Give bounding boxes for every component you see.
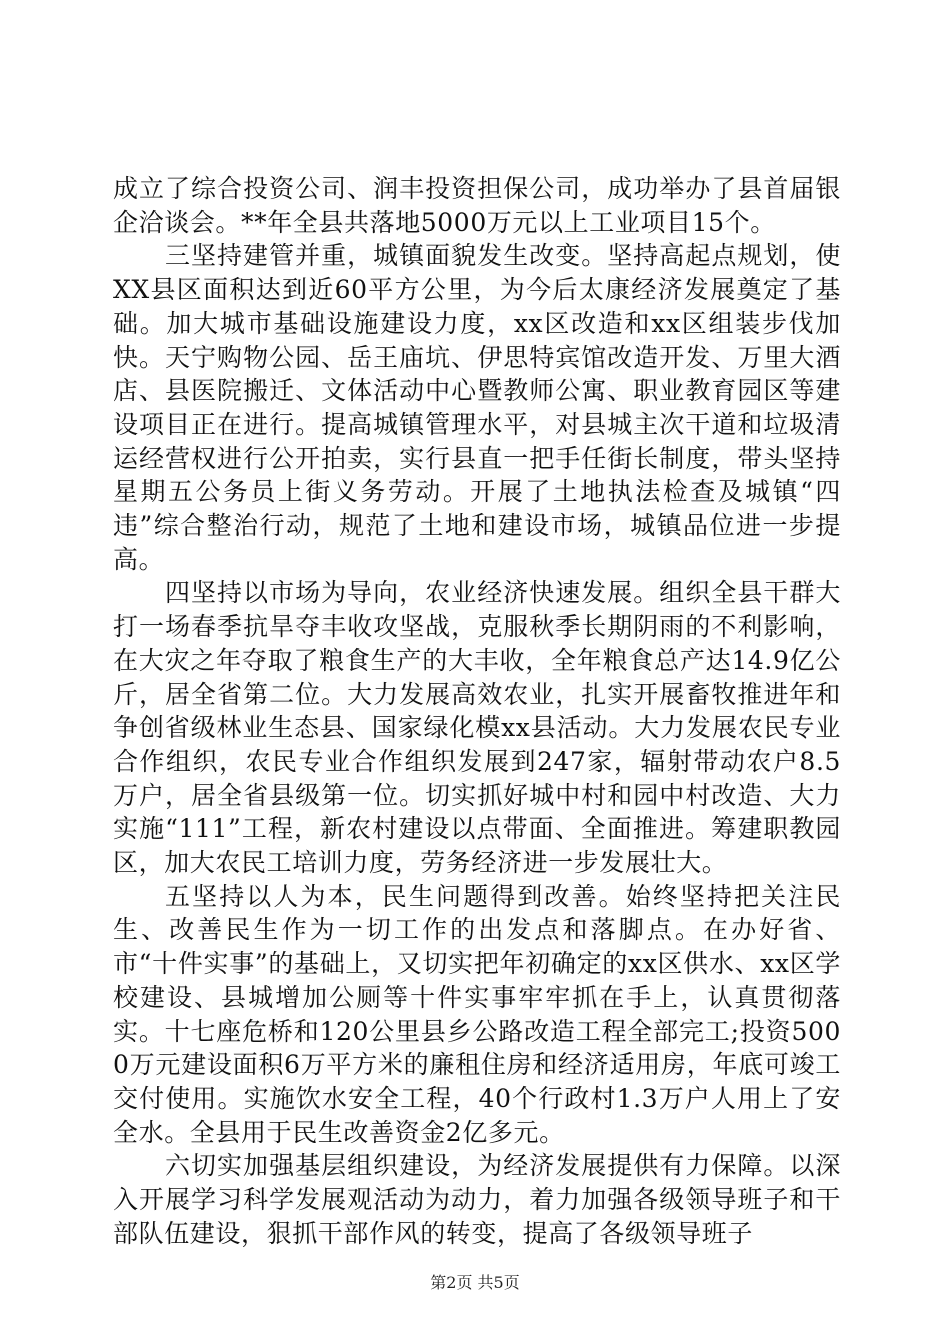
- document-body: [113, 172, 841, 1251]
- paragraph-urban-construction: 三坚持建管并重，城镇面貌发生改变。坚持高起点规划，使XX县区面积达到近60平方公里，为今后太康经济发展奠定了基础。加大城市基础设施建设力度，xx区改造和xx区组装步伐加快。天宁购物公园、岳王庙坑、伊思特宾馆改造开发、万里大酒店、县医院搬迁、文体活动中心暨教师公寓、职业教育园区等建设项目正在进行。提高城镇管理水平，对县城主次干道和垃圾清运经营权进行公开拍卖，实行县直一把手任街长制度，带头坚持星期五公务员上街义务劳动。开展了土地执法检查及城镇“四违”综合整治行动，规范了土地和建设市场，城镇品位进一步提高。: [113, 241, 841, 574]
- paragraph-livelihood: 五坚持以人为本，民生问题得到改善。始终坚持把关注民生、改善民生作为一切工作的出发点和落脚点。在办好省、市“十件实事”的基础上，又切实把年初确定的xx区供水、xx区学校建设、县城增加公厕等十件实事牢牢抓在手上，认真贯彻落实。十七座危桥和120公里县乡公路改造工程全部完工;投资5000万元建设面积6万平方米的廉租住房和经济适用房，年底可竣工交付使用。实施饮水安全工程，40个行政村1.3万户人用上了安全水。全县用于民生改善资金2亿多元。: [113, 881, 841, 1147]
- paragraph-continuation: 成立了综合投资公司、润丰投资担保公司，成功举办了县首届银企洽谈会。**年全县共落地5000万元以上工业项目15个。: [113, 174, 841, 237]
- page-number-footer: 第2页 共5页: [430, 1273, 520, 1292]
- paragraph-grassroots: 六切实加强基层组织建设，为经济发展提供有力保障。以深入开展学习科学发展观活动为动力，着力加强各级领导班子和干部队伍建设，狠抓干部作风的转变，提高了各级领导班子: [113, 1151, 841, 1248]
- paragraph-agriculture: 四坚持以市场为导向，农业经济快速发展。组织全县干群大打一场春季抗旱夺丰收攻坚战，克服秋季长期阴雨的不利影响，在大灾之年夺取了粮食生产的大丰收，全年粮食总产达14.9亿公斤，居全省第二位。大力发展高效农业，扎实开展畜牧推进年和争创省级林业生态县、国家绿化模xx县活动。大力发展农民专业合作组织，农民专业合作组织发展到247家，辐射带动农户8.5万户，居全省县级第一位。切实抓好城中村和园中村改造、大力实施“111”工程，新农村建设以点带面、全面推进。筹建职教园区，加大农民工培训力度，劳务经济进一步发展壮大。: [113, 578, 841, 878]
